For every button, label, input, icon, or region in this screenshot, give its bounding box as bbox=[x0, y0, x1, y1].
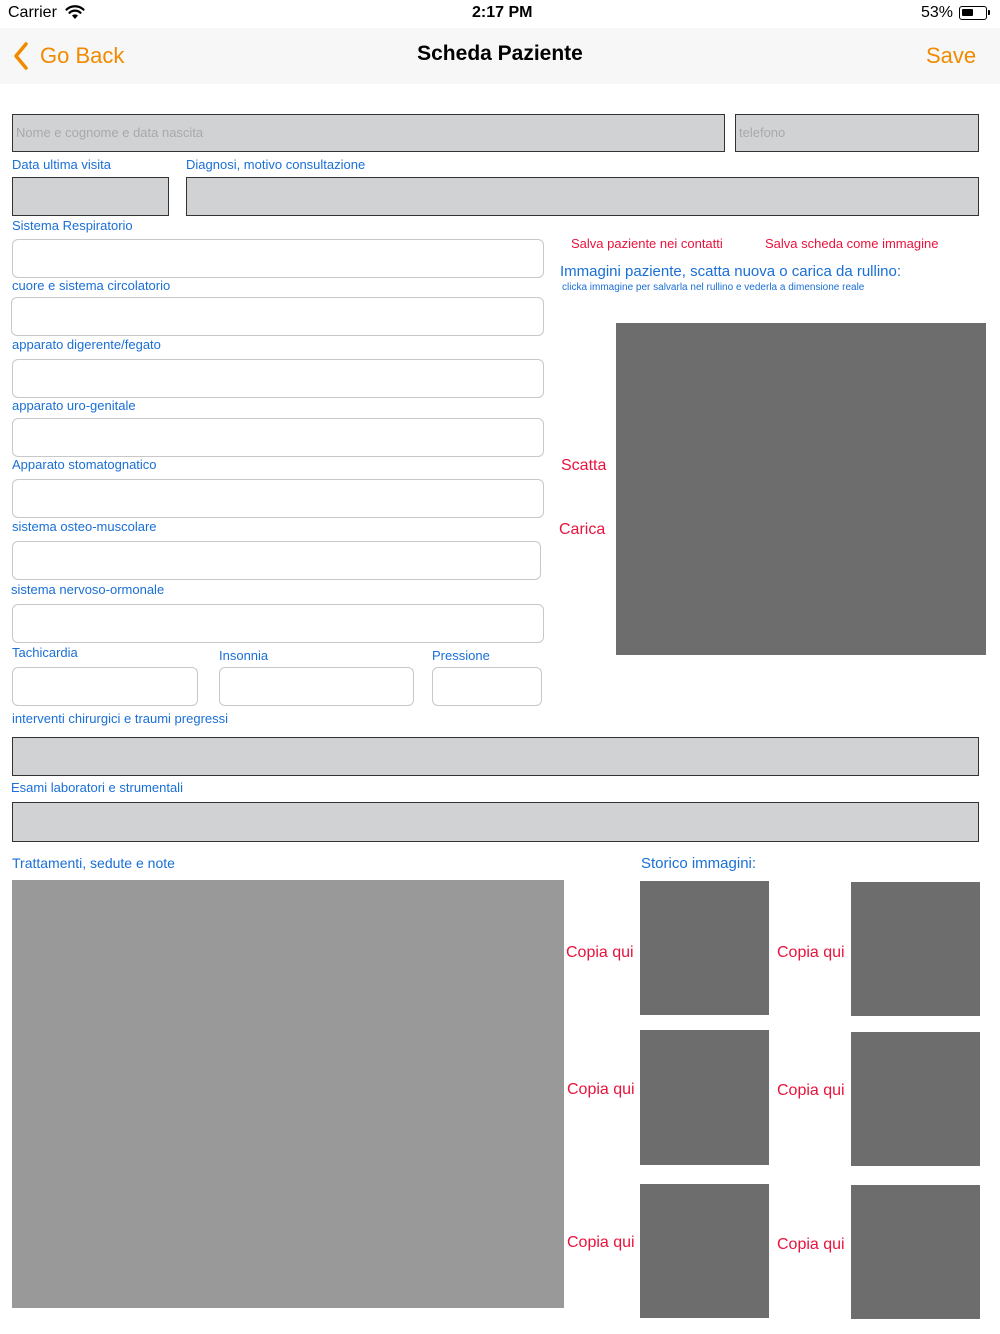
exams-label: Esami laboratori e strumentali bbox=[11, 780, 183, 795]
insomnia-label: Insonnia bbox=[219, 648, 269, 663]
stomatognathic-field[interactable] bbox=[12, 479, 544, 518]
copy-here-button[interactable]: Copia qui bbox=[567, 1234, 635, 1251]
diagnosis-field[interactable] bbox=[186, 177, 979, 216]
copy-here-button[interactable]: Copia qui bbox=[777, 1236, 845, 1253]
respiratory-field[interactable] bbox=[12, 239, 544, 278]
heart-field[interactable] bbox=[11, 297, 544, 336]
digestive-label: apparato digerente/fegato bbox=[12, 337, 161, 352]
copy-here-button[interactable]: Copia qui bbox=[566, 944, 634, 961]
take-photo-button[interactable]: Scatta bbox=[561, 457, 607, 474]
battery-icon bbox=[959, 6, 987, 20]
patient-name-placeholder: Nome e cognome e data nascita bbox=[16, 125, 204, 140]
phone-placeholder: telefono bbox=[739, 125, 786, 140]
phone-field[interactable] bbox=[735, 114, 979, 152]
go-back-label: Go Back bbox=[40, 43, 125, 68]
history-image[interactable] bbox=[851, 1185, 980, 1319]
pressure-field[interactable] bbox=[432, 667, 542, 706]
osteo-label: sistema osteo-muscolare bbox=[12, 519, 157, 534]
patient-image[interactable] bbox=[616, 323, 986, 655]
last-visit-label: Data ultima visita bbox=[12, 157, 111, 172]
stomatognathic-label: Apparato stomatognatico bbox=[12, 457, 157, 472]
nervous-field[interactable] bbox=[12, 604, 544, 643]
treatments-label: Trattamenti, sedute e note bbox=[12, 855, 175, 871]
images-hint: clicka immagine per salvarla nel rullino e vederla a dimensione reale bbox=[562, 282, 865, 293]
osteo-field[interactable] bbox=[12, 541, 541, 580]
history-title: Storico immagini: bbox=[641, 855, 757, 872]
battery-percent: 53% bbox=[921, 4, 954, 21]
battery-level bbox=[962, 9, 973, 16]
page-title: Scheda Paziente bbox=[417, 42, 583, 65]
status-time: 2:17 PM bbox=[472, 4, 533, 21]
battery-tip bbox=[988, 10, 990, 15]
pressure-label: Pressione bbox=[432, 648, 490, 663]
save-image-button[interactable]: Salva scheda come immagine bbox=[765, 236, 939, 251]
respiratory-label: Sistema Respiratorio bbox=[12, 218, 133, 233]
history-image[interactable] bbox=[640, 1030, 769, 1165]
carrier-label: Carrier bbox=[8, 4, 57, 21]
nervous-label: sistema nervoso-ormonale bbox=[11, 582, 165, 597]
wifi-icon bbox=[64, 4, 86, 20]
heart-label: cuore e sistema circolatorio bbox=[12, 278, 171, 293]
exams-field[interactable] bbox=[12, 802, 979, 842]
surgery-field[interactable] bbox=[12, 737, 979, 776]
history-image[interactable] bbox=[851, 1032, 980, 1166]
patient-name-field[interactable] bbox=[12, 114, 725, 152]
history-image[interactable] bbox=[851, 882, 980, 1016]
urogenital-field[interactable] bbox=[12, 418, 544, 457]
save-button[interactable]: Save bbox=[926, 43, 977, 68]
save-contact-button[interactable]: Salva paziente nei contatti bbox=[571, 236, 723, 251]
last-visit-field[interactable] bbox=[12, 177, 169, 216]
tachycardia-field[interactable] bbox=[12, 667, 198, 706]
history-image[interactable] bbox=[640, 881, 769, 1015]
tachycardia-label: Tachicardia bbox=[12, 645, 78, 660]
digestive-field[interactable] bbox=[12, 359, 544, 398]
diagnosis-label: Diagnosi, motivo consultazione bbox=[186, 157, 366, 172]
treatments-notes-area[interactable] bbox=[12, 880, 564, 1308]
copy-here-button[interactable]: Copia qui bbox=[777, 944, 845, 961]
history-image[interactable] bbox=[640, 1184, 769, 1318]
copy-here-button[interactable]: Copia qui bbox=[777, 1082, 845, 1099]
surgery-label: interventi chirurgici e traumi pregressi bbox=[12, 711, 229, 726]
images-title: Immagini paziente, scatta nuova o carica da rullino: bbox=[560, 263, 902, 280]
load-photo-button[interactable]: Carica bbox=[559, 521, 606, 538]
urogenital-label: apparato uro-genitale bbox=[12, 398, 136, 413]
insomnia-field[interactable] bbox=[219, 667, 414, 706]
copy-here-button[interactable]: Copia qui bbox=[567, 1081, 635, 1098]
